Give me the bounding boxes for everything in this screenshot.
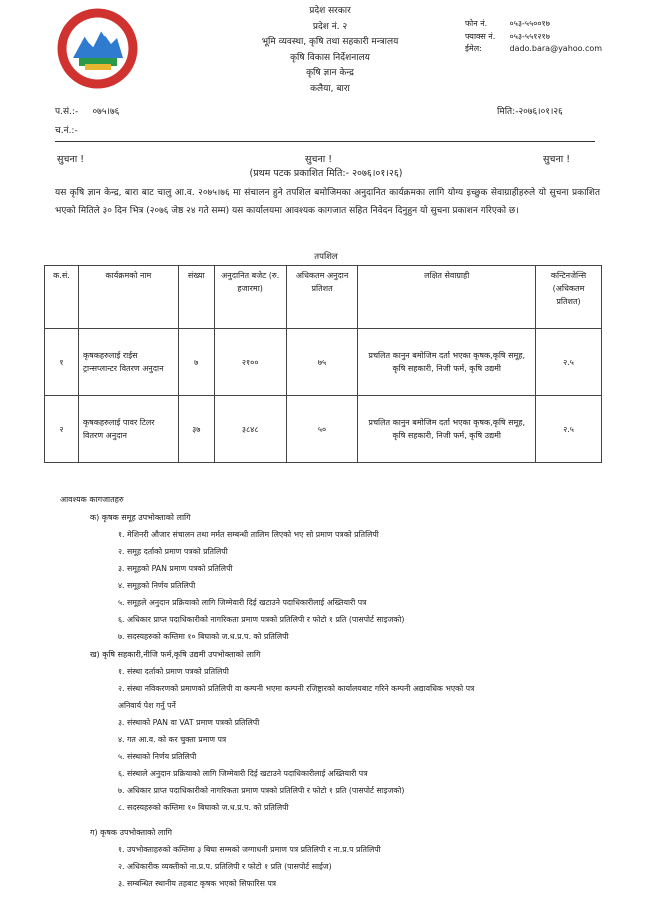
- col-header: कन्टिनजेन्सि (अधिकतम प्रतिशत): [536, 266, 602, 329]
- government-emblem: [55, 6, 140, 91]
- cell-budget: २१००: [214, 329, 286, 396]
- cell-contingency: २.५: [536, 329, 602, 396]
- list-item: ४. गत आ.व. को कर चुक्ता प्रमाण पत्र: [118, 735, 227, 744]
- list-item: १. मेशिनरी औजार संचालन तथा मर्मत सम्बन्धी तालिम लिएको भए सो प्रमाण पत्रको प्रतिलिपी: [118, 530, 379, 539]
- phone-label: फोन नं.: [465, 19, 488, 28]
- list-item: ३. समूहको PAN प्रमाण पत्रको प्रतिलिपी: [118, 564, 233, 573]
- list-item: ६. संस्थाले अनुदान प्रक्रियाको लागि जिम्मेवारी दिई खटाउने पदाधिकारीलाई अख्तियारी पत्र: [118, 769, 368, 778]
- header-line: प्रदेश नं. २: [312, 21, 348, 32]
- fax-number: ०५३-५५१२१७: [509, 31, 550, 41]
- cell-program-name: कृषकहरुलाई राईस ट्रान्सप्लान्टर वितरण अनुदान: [78, 329, 178, 396]
- table-row: [45, 329, 602, 396]
- cell-budget: ३८४८: [214, 396, 286, 463]
- phone-number: ०५३-५५००१७: [509, 19, 550, 28]
- reference-number: प.सं.:- ०७५।७६: [55, 107, 120, 117]
- cell-sn: २: [45, 396, 79, 463]
- header-line: भूमि व्यवस्था, कृषि तथा सहकारी मन्त्रालय: [261, 37, 399, 47]
- list-item: ३. संस्थाको PAN वा VAT प्रमाण पत्रको प्रतिलिपी: [118, 718, 260, 727]
- list-item: १. उपभोक्ताहरुको कम्तिमा ३ बिघा सम्मको जग्गाधनी प्रमाण पत्र प्रतिलिपी र ना.प्र.प प्रतिलिपी: [118, 845, 381, 854]
- list-item: ४. समूहको निर्णय प्रतिलिपी: [118, 581, 196, 590]
- list-item: ७. अधिकार प्राप्त पदाधिकारीको नागरिकता प्रमाण पत्रको प्रतिलिपी र फोटो १ प्रति (पासपोर्ट साइजको): [118, 786, 405, 795]
- list-item: ३. सम्बन्धित स्थानीय तहबाट कृषक भएको सिफारिस पत्र: [118, 879, 277, 888]
- list-item: ७. सदस्यहरुको कम्तिमा १० बिघाको ज.ध.प्र.प. को प्रतिलिपी: [118, 632, 289, 641]
- table-header-row: [45, 266, 602, 329]
- email-label: ईमेल:: [465, 44, 482, 53]
- list-item: ५. संस्थाको निर्णय प्रतिलिपी: [118, 752, 197, 761]
- notice-heading-right: सुचना !: [543, 154, 571, 165]
- col-header: संख्या: [178, 266, 214, 329]
- program-table: [44, 265, 602, 463]
- cell-quantity: ७: [178, 329, 214, 396]
- notice-heading-center: सुचना !: [305, 154, 333, 165]
- contact-block: [465, 18, 602, 56]
- col-header: लक्षित सेवाग्राही: [358, 266, 536, 329]
- notice-subtitle: (प्रथम पटक प्रकाशित मिति:- २०७६।०१।२६): [249, 168, 403, 179]
- header-line: कृषि विकास निर्देशनालय: [290, 52, 370, 63]
- table-caption: तपशिल: [314, 252, 338, 262]
- cell-quantity: ३७: [178, 396, 214, 463]
- cell-sn: १: [45, 329, 79, 396]
- cell-program-name: कृषकहरुलाई पावर टिलर वितरण अनुदान: [78, 396, 178, 463]
- divider: [55, 141, 595, 142]
- list-item: १. संस्था दर्ताको प्रमाण पत्रको प्रतिलिपी: [118, 667, 229, 676]
- notice-heading-left: सुचना !: [57, 154, 85, 165]
- notice-paragraph: यस कृषि ज्ञान केन्द्र, बारा बाट चालु आ.व. २०७५।७६ मा संचालन हुने तपशिल बमोजिमका अनुदानित कार्यक्रमका लागि योग्य इच्छुक सेवाग्राहीहरुले यो सुचना प्रकाशित भएको मितिले ३० दिन भित्र (२०७६ जेष्ठ २४ गते सम्म) यस कार्यालयमा आवश्यक कागजात सहित निवेदन दिनुहुन यो सुचना प्रकाशन गरिएको छ।: [55, 188, 600, 216]
- email-link[interactable]: dado.bara@yahoo.com: [509, 44, 603, 53]
- col-header: क.सं.: [45, 266, 79, 329]
- cell-contingency: २.५: [536, 396, 602, 463]
- list-item: ८. सदस्यहरुको कम्तिमा १० बिघाको ज.ध.प्र.प. को प्रतिलिपी: [118, 803, 289, 812]
- dispatch-number: च.नं.:-: [55, 126, 78, 136]
- cell-target-beneficiary: प्रचलित कानुन बमोजिम दर्ता भएका कृषक,कृषि समूह, कृषि सहकारी, निजी फर्म, कृषि उद्यमी: [358, 329, 536, 396]
- office-header: [205, 4, 455, 97]
- col-header: अनुदानित बजेट (रु. हजारमा): [214, 266, 286, 329]
- cell-subsidy-percent: ५०: [286, 396, 358, 463]
- list-item: ६. अधिकार प्राप्त पदाधिकारीको नागरिकता प्रमाण पत्रको प्रतिलिपी र फोटो १ प्रति (पासपोर्ट साइजको): [118, 615, 405, 624]
- list-item: २. समूह दर्ताको प्रमाण पत्रको प्रतिलिपी: [118, 547, 228, 556]
- col-header: अधिकतम अनुदान प्रतिशत: [286, 266, 358, 329]
- header-line: कलैया, बारा: [310, 83, 350, 94]
- section-title: ख) कृषि सहकारी,नीजि फर्म,कृषि उद्यमी उपभोक्ताको लागि: [90, 650, 261, 659]
- section-title: क) कृषक समूह उपभोक्ताको लागि: [90, 513, 191, 522]
- list-item: ५. समूहले अनुदान प्रक्रियाको लागि जिम्मेवारी दिई खटाउने पदाधिकारीलाई अख्तियारी पत्र: [118, 598, 367, 607]
- cell-subsidy-percent: ७५: [286, 329, 358, 396]
- list-item: २. अधिकारीक व्यक्तीको ना.प्र.प. प्रतिलिपी र फोटो १ प्रति (पासपोर्ट साईज): [118, 862, 332, 871]
- list-item: २. संस्था नविकरणको प्रमाणको प्रतिलिपी वा कम्पनी भएमा कम्पनी रजिष्ट्रारको कार्यालयबाट गरिने कम्पनी अद्यावधिक भएको पत्र: [118, 684, 475, 693]
- list-item: अनिवार्य पेश गर्नु पर्ने: [118, 701, 176, 710]
- table-row: [45, 396, 602, 463]
- letter-date: मिति:-२०७६।०१।२६: [497, 107, 563, 117]
- fax-label: फ्याक्स नं.: [465, 31, 496, 41]
- cell-target-beneficiary: प्रचलित कानुन बमोजिम दर्ता भएका कृषक,कृषि समूह, कृषि सहकारी, निजी फर्म, कृषि उद्यमी: [358, 396, 536, 463]
- header-line: प्रदेश सरकार: [309, 6, 351, 16]
- col-header: कार्यक्रमको नाम: [78, 266, 178, 329]
- required-documents-title: आवश्यक कागजातहरु: [60, 495, 124, 504]
- header-line: कृषि ज्ञान केन्द्र: [306, 68, 354, 78]
- section-title: ग) कृषक उपभोक्ताको लागि: [90, 828, 172, 837]
